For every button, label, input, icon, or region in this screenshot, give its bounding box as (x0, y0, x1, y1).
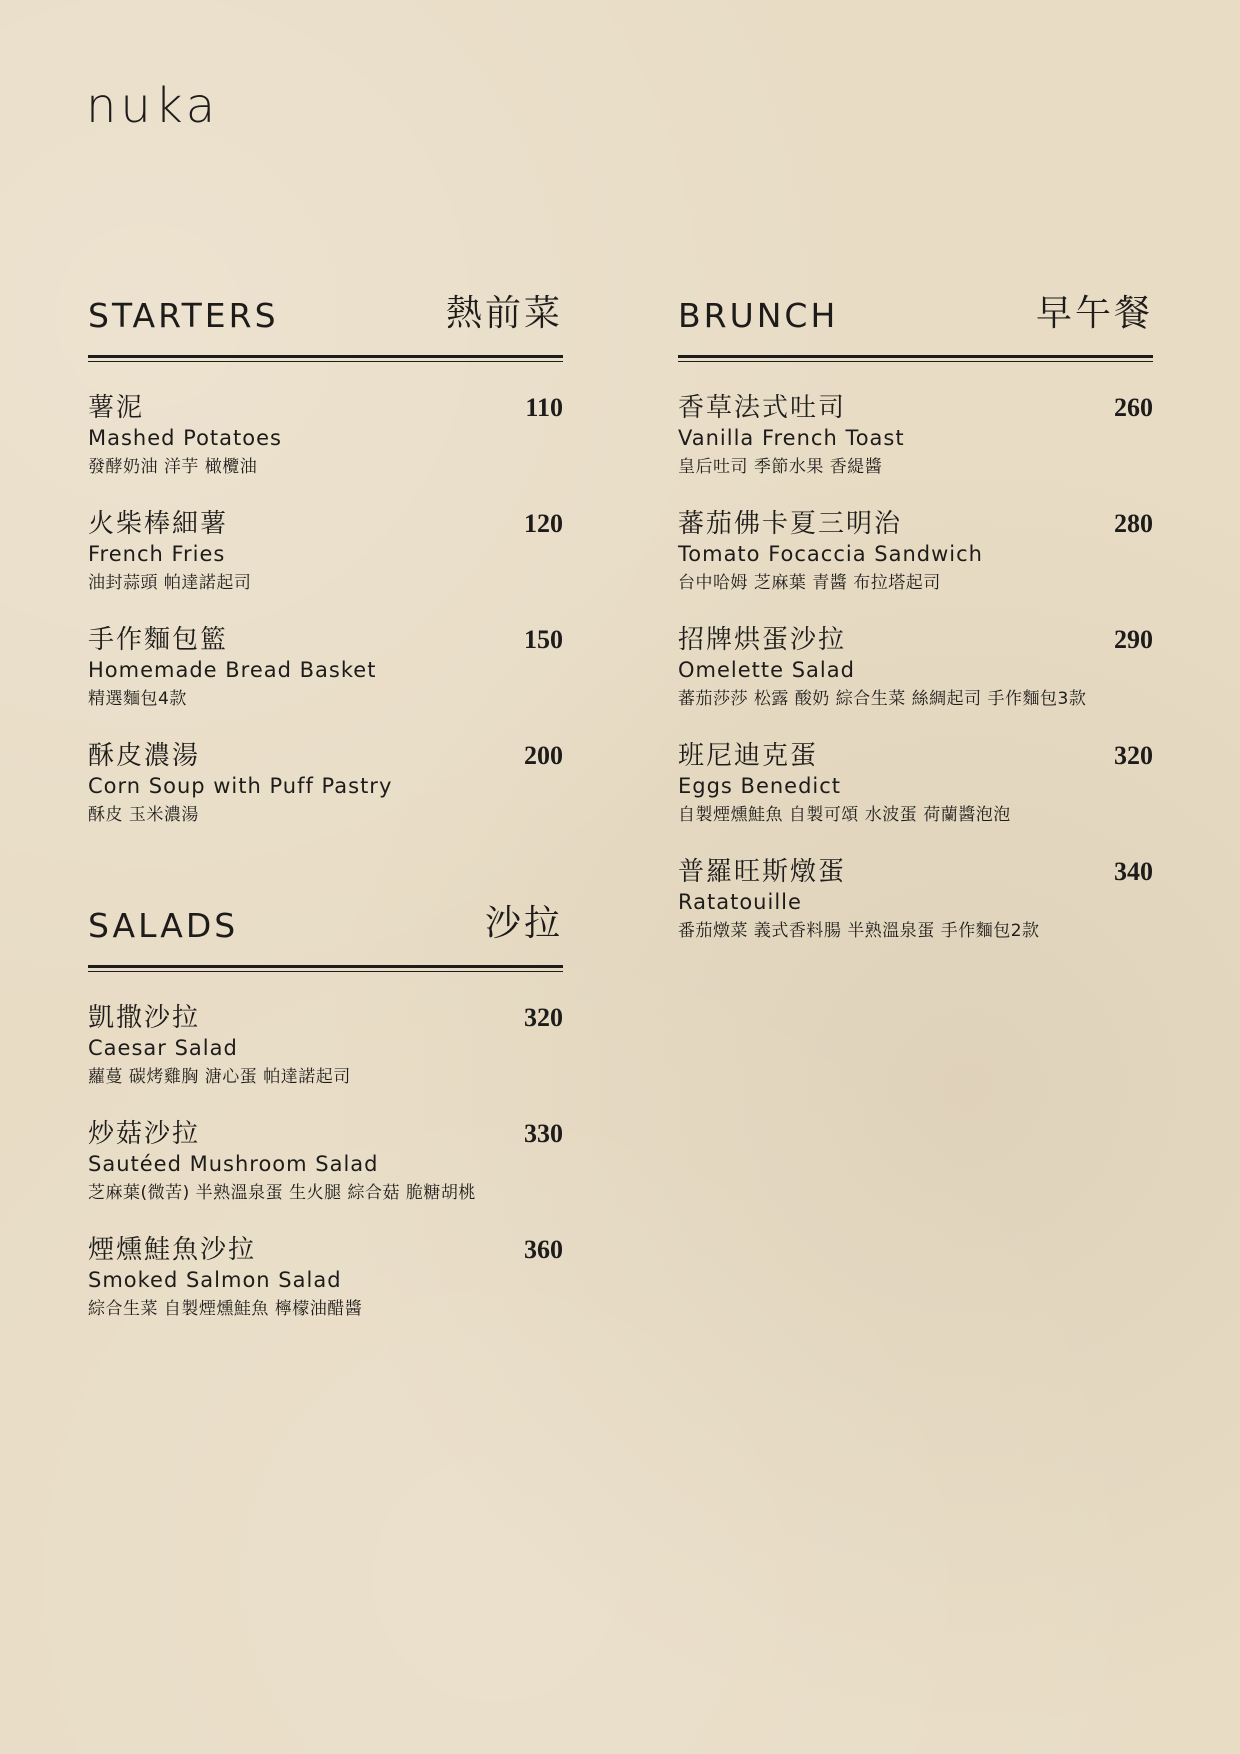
section-header (678, 288, 1153, 335)
brand-logo: nuka (86, 78, 220, 134)
item-name-zh: 普羅旺斯燉蛋 (678, 857, 847, 887)
item-name-en: Homemade Bread Basket (88, 658, 377, 682)
item-price: 330 (524, 1119, 563, 1148)
item-name-zh: 蕃茄佛卡夏三明治 (678, 509, 903, 539)
item-name-zh: 煙燻鮭魚沙拉 (88, 1235, 257, 1265)
item-name-en: Sautéed Mushroom Salad (88, 1152, 379, 1176)
section-title-zh: 早午餐 (1035, 293, 1153, 334)
menu-item (678, 624, 1153, 714)
item-price: 290 (1114, 625, 1153, 654)
section-title-en: SALADS (88, 906, 239, 945)
menu-item (88, 1234, 563, 1324)
menu-item (678, 856, 1153, 946)
item-description: 發酵奶油 洋芋 橄欖油 (88, 457, 258, 477)
item-name-zh: 火柴棒細薯 (88, 509, 229, 539)
menu-item (678, 740, 1153, 830)
item-description: 酥皮 玉米濃湯 (88, 805, 199, 825)
item-name-en: French Fries (88, 542, 226, 566)
section-brunch (678, 288, 1153, 946)
menu-list (678, 392, 1153, 946)
item-name-en: Tomato Focaccia Sandwich (678, 542, 983, 566)
item-description: 台中哈姆 芝麻葉 青醬 布拉塔起司 (678, 573, 941, 593)
section-header (88, 288, 563, 335)
section-divider (88, 355, 563, 362)
section-title-en: BRUNCH (678, 296, 839, 335)
item-name-en: Caesar Salad (88, 1036, 238, 1060)
item-description: 精選麵包4款 (88, 689, 187, 709)
item-price: 260 (1114, 393, 1153, 422)
menu-item (678, 508, 1153, 598)
item-description: 蘿蔓 碳烤雞胸 溏心蛋 帕達諾起司 (88, 1067, 351, 1087)
item-name-en: Corn Soup with Puff Pastry (88, 774, 393, 798)
section-salads (88, 898, 563, 1324)
menu-item (88, 508, 563, 598)
item-name-zh: 香草法式吐司 (678, 393, 847, 423)
menu-item (88, 392, 563, 482)
item-name-en: Omelette Salad (678, 658, 855, 682)
menu-item (88, 1002, 563, 1092)
item-name-zh: 酥皮濃湯 (88, 741, 201, 771)
item-name-zh: 招牌烘蛋沙拉 (678, 625, 847, 655)
item-description: 皇后吐司 季節水果 香緹醬 (678, 457, 883, 477)
item-price: 340 (1114, 857, 1153, 886)
menu-list (88, 392, 563, 830)
section-title-zh: 沙拉 (484, 903, 563, 944)
item-name-zh: 班尼迪克蛋 (678, 741, 819, 771)
left-column (88, 288, 563, 1350)
item-name-en: Ratatouille (678, 890, 802, 914)
item-price: 320 (1114, 741, 1153, 770)
item-description: 綜合生菜 自製煙燻鮭魚 檸檬油醋醬 (88, 1299, 363, 1319)
section-divider (88, 965, 563, 972)
item-price: 150 (524, 625, 563, 654)
item-name-zh: 凱撒沙拉 (88, 1003, 201, 1033)
item-name-en: Vanilla French Toast (678, 426, 905, 450)
item-name-en: Mashed Potatoes (88, 426, 282, 450)
item-name-zh: 薯泥 (88, 393, 145, 423)
section-header (88, 898, 563, 945)
menu-item (678, 392, 1153, 482)
section-divider (678, 355, 1153, 362)
item-price: 360 (524, 1235, 563, 1264)
item-description: 蕃茄莎莎 松露 酸奶 綜合生菜 絲綢起司 手作麵包3款 (678, 689, 1087, 709)
menu-item (88, 1118, 563, 1208)
menu-item (88, 624, 563, 714)
menu-item (88, 740, 563, 830)
item-name-en: Smoked Salmon Salad (88, 1268, 342, 1292)
right-column (678, 288, 1153, 972)
item-price: 110 (525, 393, 563, 422)
item-price: 280 (1114, 509, 1153, 538)
item-price: 320 (524, 1003, 563, 1032)
item-description: 芝麻葉(微苦) 半熟溫泉蛋 生火腿 綜合菇 脆糖胡桃 (88, 1183, 476, 1203)
item-description: 油封蒜頭 帕達諾起司 (88, 573, 252, 593)
item-price: 120 (524, 509, 563, 538)
section-starters (88, 288, 563, 830)
item-price: 200 (524, 741, 563, 770)
section-title-zh: 熱前菜 (445, 293, 563, 334)
item-name-zh: 炒菇沙拉 (88, 1119, 201, 1149)
item-name-en: Eggs Benedict (678, 774, 842, 798)
section-title-en: STARTERS (88, 296, 279, 335)
item-description: 番茄燉菜 義式香料腸 半熟溫泉蛋 手作麵包2款 (678, 921, 1040, 941)
item-name-zh: 手作麵包籃 (88, 625, 229, 655)
menu-list (88, 1002, 563, 1324)
item-description: 自製煙燻鮭魚 自製可頌 水波蛋 荷蘭醬泡泡 (678, 805, 1011, 825)
